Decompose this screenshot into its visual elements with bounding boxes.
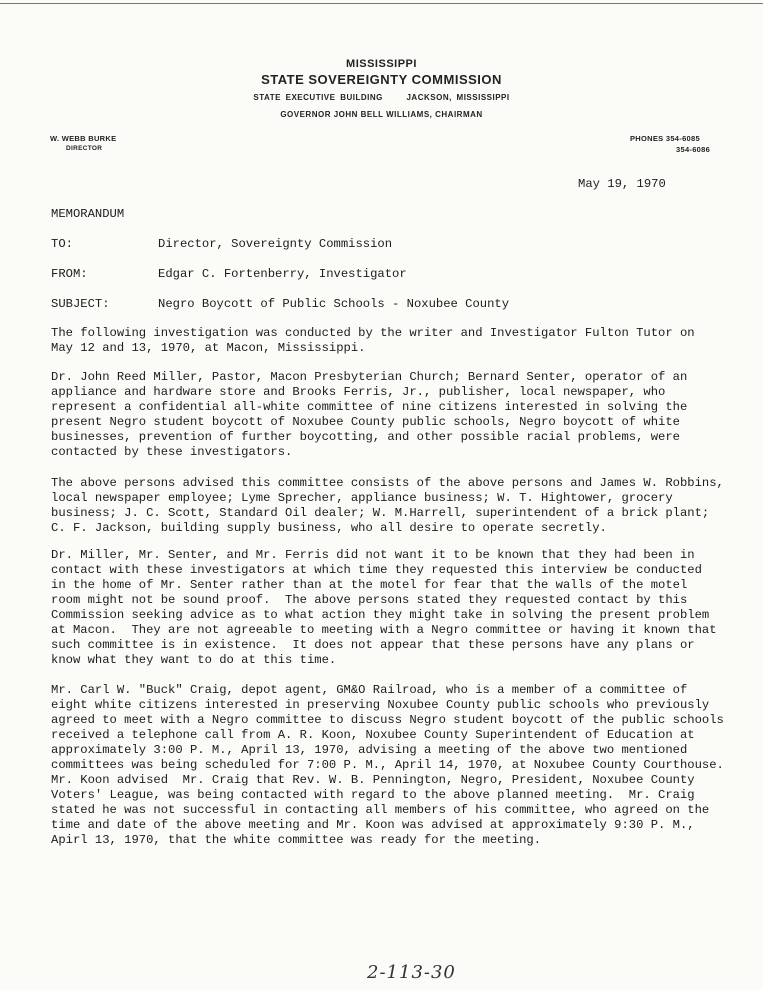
director-name: W. WEBB BURKE [50, 134, 117, 143]
subject-value: Negro Boycott of Public Schools - Noxubee County [158, 297, 510, 311]
paragraph-4: Dr. Miller, Mr. Senter, and Mr. Ferris did not want it to be known that they had been in contact with these investigators at which time they requested this interview be conducted in the home of Mr. Senter rather than at the motel for fear that the walls of the motel room might not be sound proof. The above persons stated they requested contact by this Commission seeking advice as to what action they might take in solving the present problem at Macon. They are not agreeable to meeting with a Negro committee or having it known that such committee is in existence. It does not appear that these persons have any plans or know what they want to do at this time. [51, 548, 717, 667]
handwritten-file-number: 2-113-30 [367, 962, 456, 983]
to-label: TO: [51, 237, 73, 251]
letterhead-address: STATE EXECUTIVE BUILDING JACKSON, MISSISSIPPI [253, 93, 510, 102]
from-label: FROM: [51, 267, 88, 281]
letterhead-state: MISSISSIPPI [346, 58, 417, 70]
letterhead-commission: STATE SOVEREIGNTY COMMISSION [261, 72, 502, 87]
paragraph-2: Dr. John Reed Miller, Pastor, Macon Presbyterian Church; Bernard Senter, operator of an appliance and hardware store and Brooks Ferris, Jr., publisher, local newspaper, who represent a confidential all-white committee of nine citizens interested in solving the present Negro student boycott of Noxubee County public schools, Negro boycott of white businesses, prevention of further boycotting, and other possible racial problems, were contacted by these investigators. [51, 370, 688, 459]
phone-secondary: 354-6086 [676, 145, 711, 154]
subject-label: SUBJECT: [51, 297, 110, 311]
memo-date: May 19, 1970 [578, 177, 666, 191]
paragraph-1: The following investigation was conducted by the writer and Investigator Fulton Tutor on May 12 and 13, 1970, at Macon, Mississippi. [51, 326, 695, 355]
letterhead-chairman: GOVERNOR JOHN BELL WILLIAMS, CHAIRMAN [280, 110, 483, 119]
from-value: Edgar C. Fortenberry, Investigator [158, 267, 407, 281]
director-title: DIRECTOR [66, 145, 103, 152]
paragraph-3: The above persons advised this committee consists of the above persons and James W. Robbins, local newspaper employee; Lyme Sprecher, appliance business; W. T. Hightower, grocery business; J. C. Scott, Standard Oil dealer; W. M.Harrell, superintendent of a brick plant; C. F. Jackson, building supply business, who all desire to operate secretly. [51, 476, 724, 535]
phone-primary: PHONES 354-6085 [630, 134, 700, 143]
paragraph-5: Mr. Carl W. "Buck" Craig, depot agent, GM&O Railroad, who is a member of a committee of eight white citizens interested in preserving Noxubee County public schools who previously agreed to meet with a Negro committee to discuss Negro student boycott of the public schools received a telephone call from A. R. Koon, Noxubee County Superintendent of Education at approximately 3:00 P. M., April 13, 1970, advising a meeting of the above two mentioned committees was being scheduled for 7:00 P. M., April 14, 1970, at Noxubee County Courthouse. Mr. Koon advised Mr. Craig that Rev. W. B. Pennington, Negro, President, Noxubee County Voters' League, was being contacted with regard to the above planned meeting. Mr. Craig stated he was not successful in contacting all members of his committee, who agreed on the time and date of the above meeting and Mr. Koon was advised at approximately 9:30 P. M., Apirl 13, 1970, that the white committee was ready for the meeting. [51, 683, 724, 847]
to-value: Director, Sovereignty Commission [158, 237, 393, 251]
top-rule [0, 3, 763, 4]
memo-heading: MEMORANDUM [51, 207, 125, 221]
